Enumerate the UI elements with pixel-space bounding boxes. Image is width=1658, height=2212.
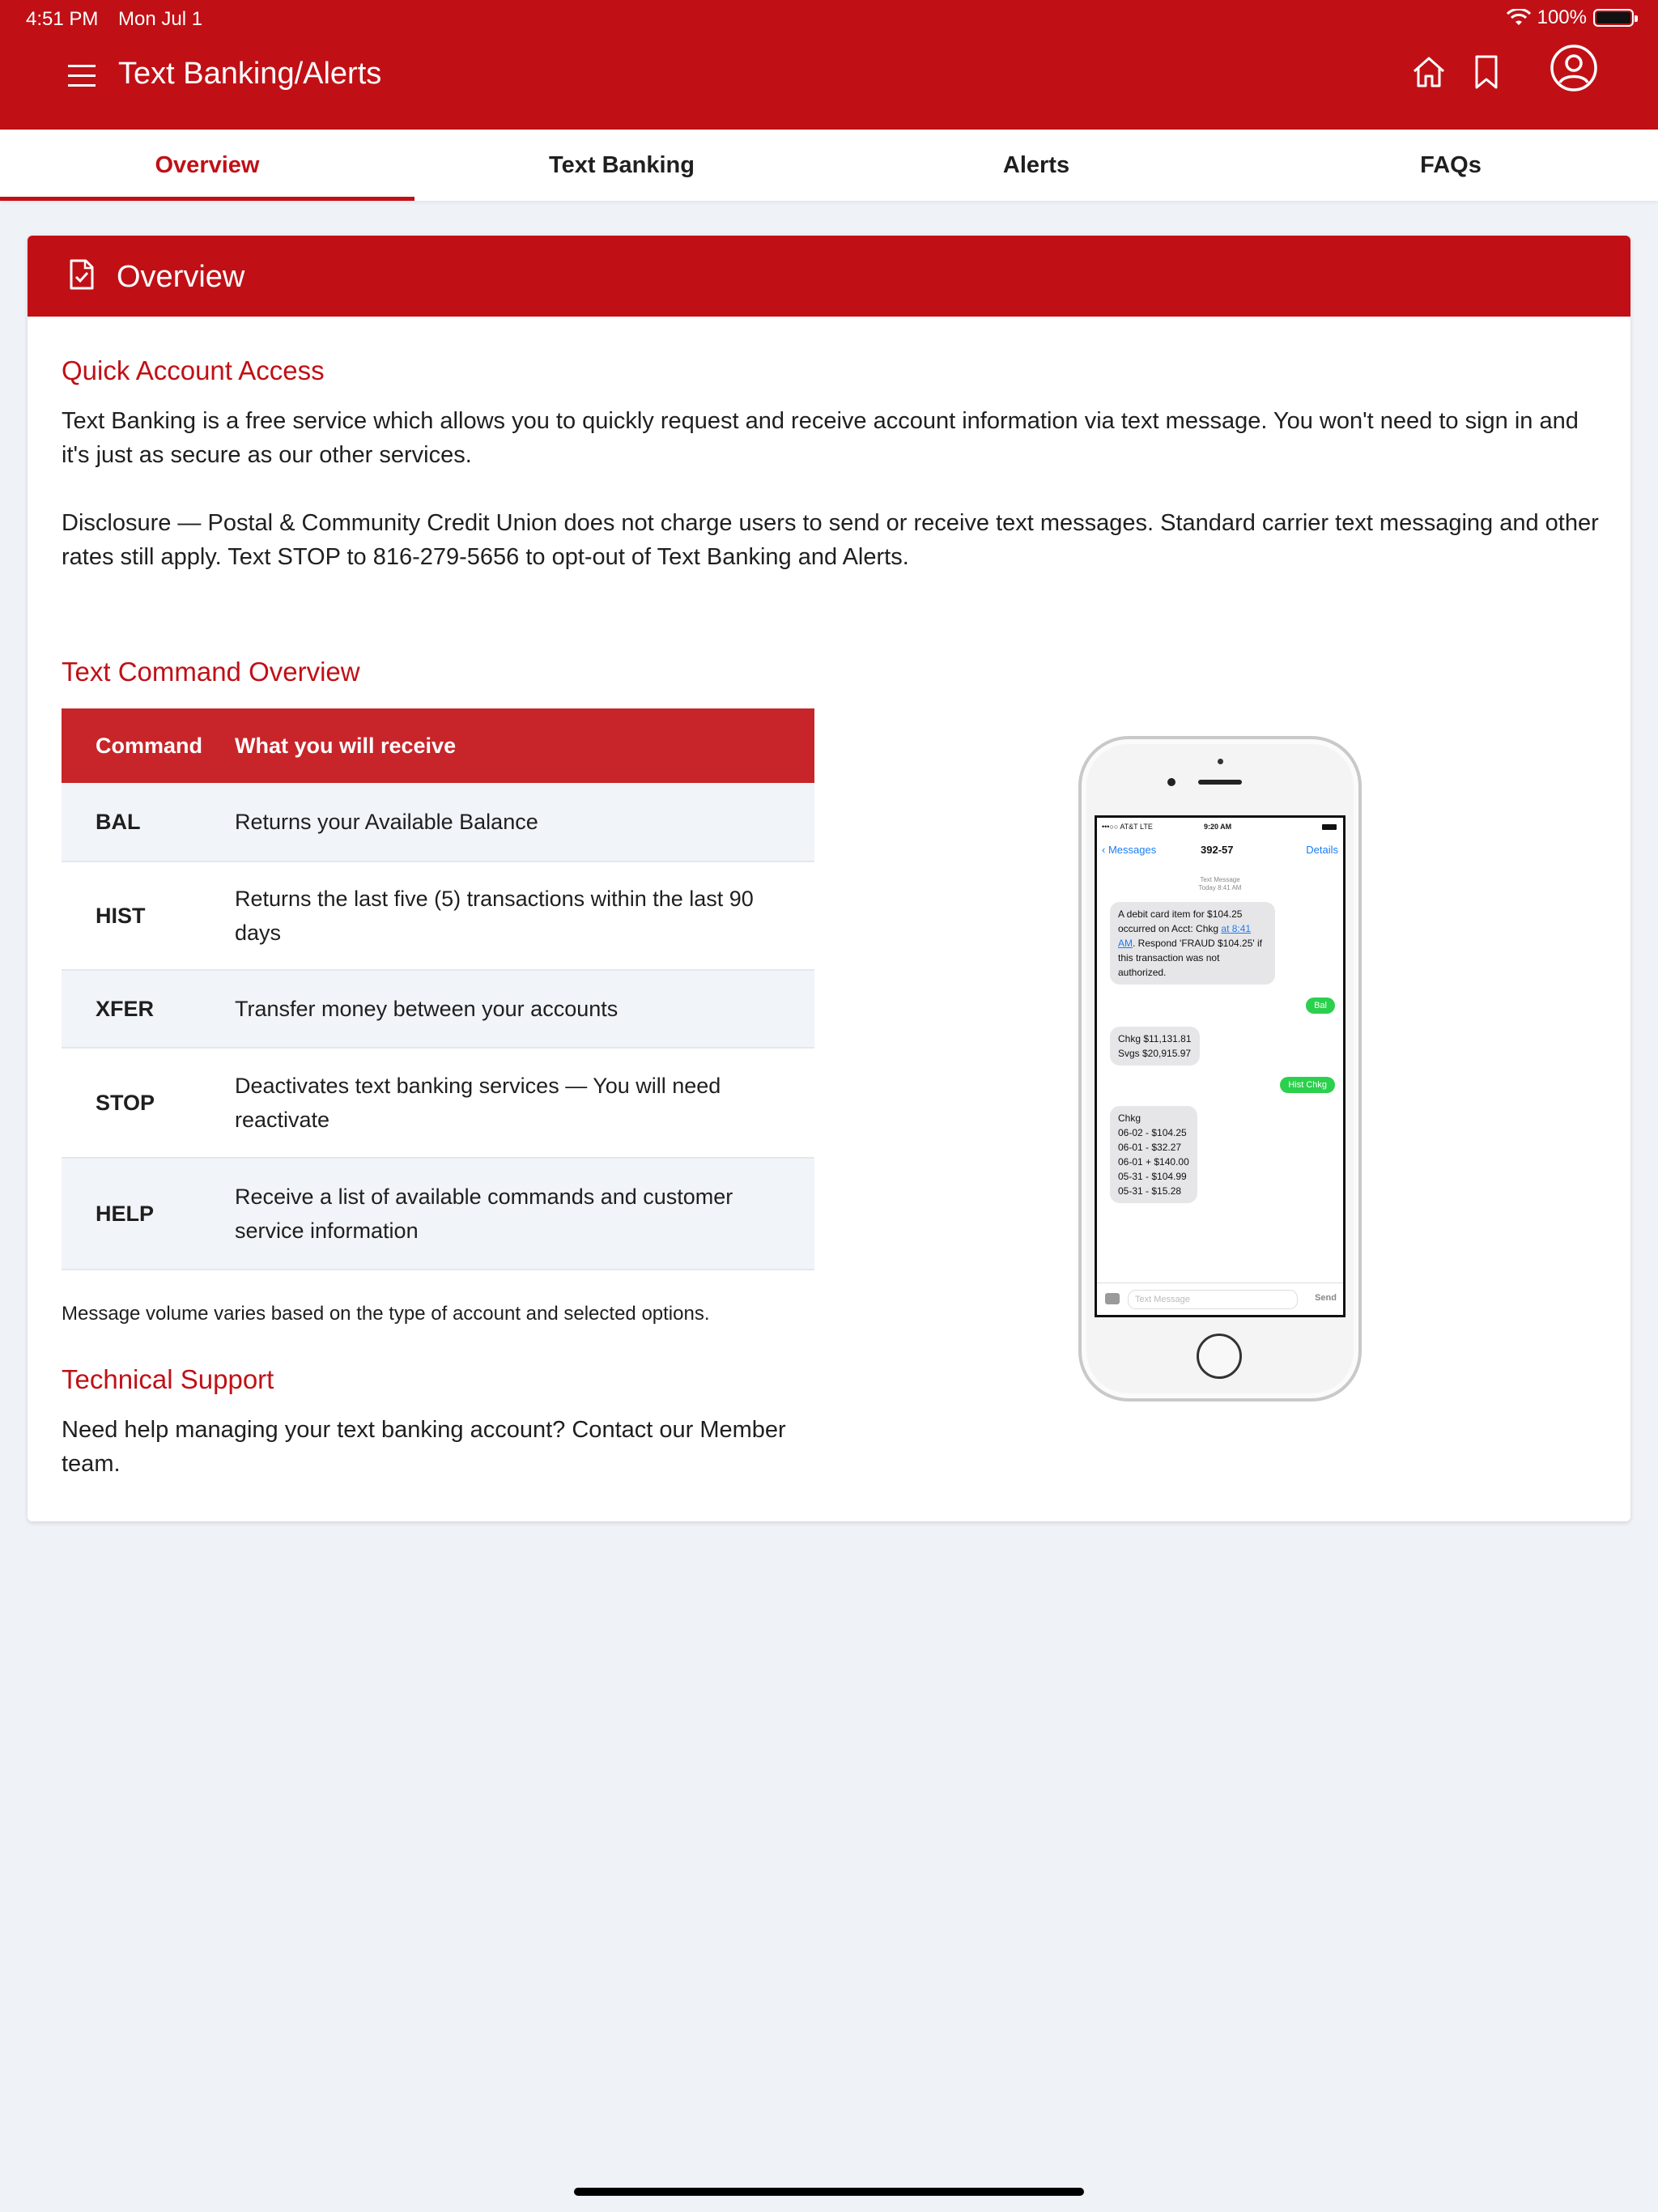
commands-title: Text Command Overview — [62, 657, 360, 687]
status-date: Mon Jul 1 — [118, 8, 203, 30]
phone-sensor — [1218, 759, 1223, 764]
phone-screen — [1095, 815, 1346, 1317]
phone-back-label: Messages — [1107, 844, 1157, 856]
phone-time: 9:20 AM — [1204, 823, 1232, 831]
phone-battery-icon — [1322, 824, 1337, 830]
tab-faqs[interactable]: FAQs — [1420, 151, 1482, 178]
tab-alerts[interactable]: Alerts — [1002, 151, 1070, 178]
user-profile-icon[interactable] — [1550, 44, 1598, 92]
app-bar — [0, 0, 1658, 130]
battery-icon — [1593, 9, 1634, 27]
phone-home-button — [1197, 1334, 1242, 1379]
table-row — [62, 783, 814, 862]
message-text: 06-02 - $104.25 — [1118, 1127, 1187, 1138]
status-time: 4:51 PM — [26, 8, 99, 30]
column-header-description: What you will receive — [235, 733, 457, 758]
phone-nav-bar — [1097, 840, 1343, 860]
support-title: Technical Support — [62, 1364, 274, 1394]
title-bar — [0, 36, 1658, 130]
message-text: . Respond 'FRAUD $104.25' if this transaction was not authorized. — [1118, 938, 1262, 978]
table-row — [62, 862, 814, 971]
message-text: Chkg $11,131.81 — [1118, 1033, 1192, 1044]
phone-speaker — [1198, 780, 1242, 785]
card-title: Overview — [117, 260, 245, 294]
description-cell: Receive a list of available commands and customer service information — [235, 1185, 733, 1243]
outgoing-message-bubble: Bal — [1306, 998, 1335, 1014]
phone-meta-label: Text Message — [1200, 876, 1240, 883]
message-text: A debit card item for $104.25 occurred on Acct: Chkg — [1118, 908, 1243, 934]
wifi-icon — [1507, 9, 1531, 27]
command-cell: HIST — [96, 904, 146, 928]
command-cell: BAL — [96, 810, 141, 834]
phone-thread-meta — [1097, 876, 1343, 892]
tab-overview[interactable]: Overview — [0, 130, 414, 201]
table-header — [62, 708, 814, 783]
message-text: 06-01 - $32.27 — [1118, 1142, 1182, 1153]
phone-send-label: Send — [1315, 1293, 1337, 1303]
description-cell: Returns the last five (5) transactions within the last 90 days — [235, 887, 754, 945]
support-body: Need help managing your text banking account? Contact our Member team. — [62, 1417, 786, 1477]
message-text: 05-31 - $15.28 — [1118, 1185, 1182, 1197]
quick-access-title: Quick Account Access — [62, 355, 325, 385]
home-icon[interactable] — [1410, 53, 1448, 91]
overview-card — [28, 236, 1630, 1521]
disclosure-text: Disclosure — Postal & Community Credit Union does not charge users to send or receive text messages. Standard carrier text messaging and other rates still apply. Text STOP to 816-279-5656 to opt-out of Text Banking and Alerts. — [62, 510, 1599, 570]
document-check-icon — [68, 258, 96, 291]
phone-carrier: •••○○ AT&T LTE — [1102, 823, 1153, 831]
home-indicator[interactable] — [574, 2188, 1084, 2196]
table-row — [62, 1159, 814, 1270]
status-bar — [0, 0, 1658, 36]
phone-illustration — [1078, 736, 1362, 1402]
phone-details-link: Details — [1306, 844, 1338, 856]
incoming-message-bubble — [1110, 902, 1275, 985]
description-cell: Transfer money between your accounts — [235, 997, 619, 1021]
phone-camera-icon — [1105, 1293, 1120, 1304]
message-text: 05-31 - $104.99 — [1118, 1171, 1187, 1182]
phone-status-bar — [1097, 818, 1343, 836]
battery-percent: 100% — [1537, 6, 1587, 28]
outgoing-message-bubble: Hist Chkg — [1280, 1077, 1335, 1093]
card-header — [28, 236, 1630, 317]
phone-meta-time: Today 8:41 AM — [1198, 884, 1242, 891]
incoming-message-bubble — [1110, 1027, 1200, 1066]
column-header-command: Command — [96, 733, 203, 758]
message-text: Svgs $20,915.97 — [1118, 1048, 1192, 1059]
message-text: Chkg — [1118, 1112, 1141, 1124]
command-table — [62, 708, 814, 1270]
incoming-message-bubble — [1110, 1106, 1197, 1203]
description-cell: Returns your Available Balance — [235, 810, 538, 834]
tab-bar — [0, 130, 1658, 201]
status-indicators — [1507, 6, 1634, 29]
message-text: 06-01 + $140.00 — [1118, 1156, 1189, 1168]
page-title: Text Banking/Alerts — [118, 57, 382, 91]
phone-contact: 392-57 — [1201, 844, 1234, 856]
message-link: at 8:41 AM — [1118, 923, 1252, 949]
command-cell: STOP — [96, 1091, 155, 1115]
description-cell: Deactivates text banking services — You will need reactivate — [235, 1074, 721, 1132]
bookmark-icon[interactable] — [1472, 53, 1501, 91]
menu-icon[interactable] — [65, 58, 100, 94]
command-cell: HELP — [96, 1202, 155, 1226]
quick-access-body: Text Banking is a free service which allows you to quickly request and receive account information via text message. You won't need to sign in and it's just as secure as our other services. — [62, 408, 1579, 468]
phone-camera — [1167, 778, 1175, 786]
phone-back-link: ‹ Messages — [1102, 844, 1157, 856]
table-row — [62, 971, 814, 1049]
table-row — [62, 1049, 814, 1159]
phone-input-bar — [1097, 1283, 1343, 1315]
message-volume-note: Message volume varies based on the type of account and selected options. — [62, 1303, 710, 1325]
command-cell: XFER — [96, 997, 155, 1021]
phone-message-field: Text Message — [1128, 1290, 1298, 1309]
tab-text-banking[interactable]: Text Banking — [549, 151, 695, 178]
